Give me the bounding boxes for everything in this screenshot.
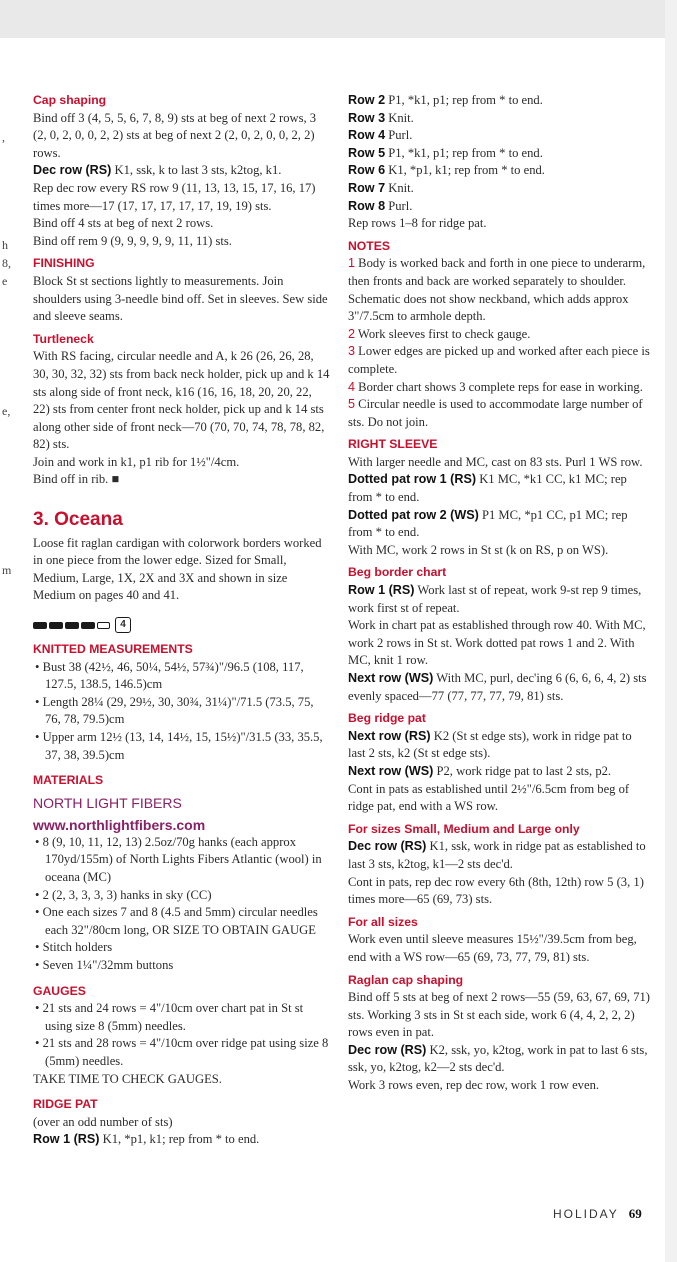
raglan-cap-heading: Raglan cap shaping: [348, 972, 464, 987]
skill-bar-filled: [33, 622, 47, 629]
materials-list: [33, 834, 331, 975]
row-label: Dec row (RS): [348, 839, 427, 854]
ridge-row: [348, 145, 650, 163]
row-label: Row 1 (RS): [33, 1132, 100, 1147]
dec-row-instruction: [348, 1042, 650, 1077]
sizes-heading: For sizes Small, Medium and Large only: [348, 821, 580, 836]
row-text: P1 MC, *p1 CC, p1 MC; rep from * to end.: [348, 507, 628, 540]
finishing-heading: FINISHING: [33, 256, 95, 271]
row-text: K1, *p1, k1; rep from * to end.: [385, 163, 545, 178]
facing-page-fragment: h: [2, 238, 8, 252]
row-label: Row 2: [348, 93, 386, 107]
row-text: K1, ssk, work in ridge pat as established to last 3 sts, k2tog, k1—2 sts dec'd.: [348, 839, 646, 871]
dec-row-instruction: [33, 162, 331, 180]
dec-row-instruction: [348, 838, 650, 873]
turtleneck-heading: Turtleneck: [33, 331, 94, 346]
left-column: [33, 92, 331, 1149]
note-item: [348, 396, 650, 431]
skill-level-number: 4: [115, 617, 131, 633]
row-text: K1, *p1, k1; rep from * to end.: [99, 1132, 260, 1147]
row-text: Purl.: [385, 128, 413, 143]
ridge-row: [348, 162, 650, 180]
sleeve-text: Cont in pats as established until 2½"/6.5cm from beg of ridge pat, end with a WS row.: [348, 781, 630, 814]
dec-row-label: Dec row (RS): [33, 163, 112, 178]
note-item: [348, 379, 650, 397]
skill-bar-filled: [49, 622, 63, 629]
list-item: • Seven 1¼"/32mm buttons: [33, 957, 331, 975]
row-label: Row 8: [348, 198, 386, 213]
row-label: Next row (RS): [348, 728, 431, 743]
row-label: Dotted pat row 1 (RS): [348, 472, 477, 487]
cap-shaping-text: Bind off 3 (4, 5, 5, 6, 7, 8, 9) sts at beg of next 2 rows, 3 (2, 0, 2, 0, 0, 2, 2) sts at beg of next 2 (2, 0, 2, 0, 0, 2, 2) rows.: [33, 110, 317, 160]
sleeve-text: Work even until sleeve measures 15½"/39.5cm from beg, end with a WS row—65 (69, 73, 77, 79, 81) sts.: [348, 932, 637, 964]
right-column: [348, 92, 650, 1095]
note-item: [348, 255, 650, 325]
measurements-list: [33, 659, 331, 765]
dotted-pat-row-2: [348, 507, 650, 542]
row-text: P2, work ridge pat to last 2 sts, p2.: [433, 763, 612, 778]
skill-bar-empty: [97, 622, 110, 629]
facing-page-fragment: e,: [2, 404, 11, 418]
border-chart-heading: Beg border chart: [348, 565, 447, 580]
skill-level-indicator: [33, 617, 331, 633]
cap-shaping-text: Rep dec row every RS row 9 (11, 13, 13, 15, 17, 16, 17) times more—17 (17, 17, 17, 17, 17, 19, 19) sts.: [33, 180, 316, 213]
sleeve-text: With MC, work 2 rows in St st (k on RS, p on WS).: [348, 542, 609, 557]
row-label: Row 3: [348, 110, 386, 125]
sleeve-text: Bind off 5 sts at beg of next 2 rows—55 (59, 63, 67, 69, 71) sts. Working 3 sts in St st each side, work 6 (4, 4, 2, 2, 2) rows even in pat.: [348, 990, 650, 1040]
skill-bar-filled: [81, 622, 95, 629]
magazine-section-label: HOLIDAY: [553, 1207, 619, 1221]
measurements-heading: KNITTED MEASUREMENTS: [33, 642, 193, 657]
page-right-bleed: [665, 0, 677, 1262]
row-label: Row 7: [348, 180, 386, 195]
row-text: K1 MC, *k1 CC, k1 MC; rep from * to end.: [348, 472, 627, 505]
border-row-1: [348, 582, 650, 617]
note-number: 5: [348, 397, 356, 412]
note-text: Lower edges are picked up and worked after each piece is complete.: [348, 344, 650, 376]
note-text: Border chart shows 3 complete reps for ease in working.: [355, 379, 643, 394]
note-item: [348, 326, 650, 344]
turtleneck-text: Join and work in k1, p1 rib for 1½"/4cm.: [33, 454, 240, 469]
skill-bar-filled: [65, 622, 79, 629]
row-label: Row 5: [348, 145, 386, 160]
sleeve-text: Work in chart pat as established through row 40. With MC, work 2 rows in St st. Work dotted pat rows 1 and 2. With MC, knit 1 row.: [348, 618, 646, 668]
ridge-pat-subtitle: (over an odd number of sts): [33, 1114, 173, 1129]
materials-heading: MATERIALS: [33, 773, 104, 788]
ridge-pat-start-heading: Beg ridge pat: [348, 711, 426, 726]
page-footer: [553, 1206, 642, 1222]
ridge-row: [348, 127, 650, 145]
sleeve-text: Work 3 rows even, rep dec row, work 1 row even.: [348, 1078, 600, 1093]
row-label: Dec row (RS): [348, 1042, 427, 1057]
facing-page-fragment: m: [2, 563, 12, 577]
sleeve-text: With larger needle and MC, cast on 83 sts. Purl 1 WS row.: [348, 454, 643, 469]
cap-shaping-text: Bind off rem 9 (9, 9, 9, 9, 9, 11, 11) sts.: [33, 233, 232, 248]
list-item: • 2 (2, 3, 3, 3, 3) hanks in sky (CC): [33, 887, 331, 905]
row-text: Knit.: [385, 180, 414, 195]
cap-shaping-text: Bind off 4 sts at beg of next 2 rows.: [33, 216, 214, 231]
list-item: • 8 (9, 10, 11, 12, 13) 2.5oz/70g hanks (each approx 170yd/155m) of North Lights Fibers Atlantic (wool) in oceana (MC): [33, 834, 331, 887]
note-text: Circular needle is used to accommodate large number of sts. Do not join.: [348, 397, 643, 429]
row-label: Row 6: [348, 163, 386, 178]
gauges-list: [33, 1000, 331, 1070]
row-label: Row 4: [348, 128, 386, 143]
turtleneck-text: Bind off in rib. ■: [33, 472, 120, 487]
facing-page-fragment: ,: [2, 130, 5, 144]
note-number: 3: [348, 344, 356, 359]
facing-page-fragment: 8,: [2, 256, 11, 270]
next-row-rs: [348, 728, 650, 763]
note-number: 4: [348, 379, 356, 394]
row-text: With MC, purl, dec'ing 6 (6, 6, 6, 4, 2) sts evenly spaced—77 (77, 77, 77, 79, 81) sts.: [348, 671, 647, 703]
ridge-row: [348, 92, 650, 110]
cap-shaping-heading: Cap shaping: [33, 93, 107, 107]
note-number: 2: [348, 326, 356, 341]
list-item: • Upper arm 12½ (13, 14, 14½, 15, 15½)"/31.5 (33, 35.5, 37, 38, 39.5)cm: [33, 729, 331, 764]
row-text: Purl.: [385, 198, 413, 213]
row-text: P1, *k1, p1; rep from * to end.: [385, 145, 543, 160]
list-item: • Length 28¼ (29, 29½, 30, 30¾, 31¼)"/71.5 (73.5, 75, 76, 78, 79.5)cm: [33, 694, 331, 729]
note-text: Body is worked back and forth in one piece to underarm, then fronts and back are worked separately to shoulder. Schematic does not show neckband, which adds approx 3"/7.5cm to armhole depth.: [348, 256, 646, 324]
pattern-description: Loose fit raglan cardigan with colorwork borders worked in one piece from the lower edge. Sized for Small, Medium, Large, 1X, 2X and 3X and shown in size Medium on pages 40 and 41.: [33, 535, 322, 603]
facing-page-fragment: e: [2, 274, 8, 288]
finishing-text: Block St st sections lightly to measurements. Join shoulders using 3-needle bind off. Set in sleeves. Sew side and sleeve seams.: [33, 273, 328, 324]
yarn-sponsor-name: NORTH LIGHT FIBERS: [33, 794, 182, 811]
gauges-heading: GAUGES: [33, 983, 86, 998]
row-text: K2, ssk, yo, k2tog, work in pat to last 6 sts, ssk, yo, k2tog, k2—2 sts dec'd.: [348, 1042, 648, 1075]
list-item: • Bust 38 (42½, 46, 50¼, 54½, 57¾)"/96.5 (108, 117, 127.5, 138.5, 146.5)cm: [33, 659, 331, 694]
row-text: P1, *k1, p1; rep from * to end.: [385, 93, 543, 107]
list-item: • Stitch holders: [33, 939, 331, 957]
row-text: Work last st of repeat, work 9-st rep 9 times, work first st of repeat.: [348, 583, 642, 615]
pattern-title: 3. Oceana: [33, 509, 123, 531]
list-item: • 21 sts and 24 rows = 4"/10cm over chart pat in St st using size 8 (5mm) needles.: [33, 1000, 331, 1035]
list-item: • One each sizes 7 and 8 (4.5 and 5mm) circular needles each 32"/80cm long, OR SIZE TO OBTAIN GAUGE: [33, 904, 331, 939]
page-top-bleed: [0, 0, 677, 38]
ridge-pat-heading: RIDGE PAT: [33, 1097, 98, 1112]
notes-heading: NOTES: [348, 238, 390, 253]
list-item: • 21 sts and 28 rows = 4"/10cm over ridge pat using size 8 (5mm) needles.: [33, 1035, 331, 1070]
row-label: Row 1 (RS): [348, 583, 415, 598]
sleeve-text: Cont in pats, rep dec row every 6th (8th, 12th) row 5 (3, 1) times more—65 (69, 73) sts.: [348, 874, 644, 907]
next-row-ws: [348, 763, 650, 781]
right-sleeve-heading: RIGHT SLEEVE: [348, 437, 438, 452]
row-label: Next row (WS): [348, 763, 434, 778]
row-label: Next row (WS): [348, 671, 434, 685]
note-text: Work sleeves first to check gauge.: [355, 326, 531, 341]
next-row-ws: [348, 670, 650, 705]
row-text: Knit.: [385, 110, 414, 125]
ridge-row: [348, 180, 650, 198]
ridge-row: [348, 198, 650, 216]
row-label: Dotted pat row 2 (WS): [348, 507, 479, 522]
ridge-row-1: [33, 1131, 331, 1149]
turtleneck-text: With RS facing, circular needle and A, k 26 (26, 26, 28, 30, 30, 32, 32) sts from back neck holder, pick up and k 14 sts along side of front neck, k16 (16, 16, 18, 20, 20, 22, 22) sts from center front neck holder, pick up and k 14 sts along other side of front neck—70 (70, 70, 74, 78, 78, 82, 82) sts.: [33, 349, 330, 452]
ridge-row: [348, 110, 650, 128]
note-item: [348, 343, 650, 378]
dec-row-text: K1, ssk, k to last 3 sts, k2tog, k1.: [111, 163, 282, 178]
all-sizes-heading: For all sizes: [348, 914, 418, 929]
yarn-sponsor-url[interactable]: www.northlightfibers.com: [33, 816, 206, 833]
page-number: 69: [628, 1206, 642, 1221]
note-number: 1: [348, 256, 356, 271]
gauge-note: TAKE TIME TO CHECK GAUGES.: [33, 1071, 222, 1086]
ridge-repeat-note: Rep rows 1–8 for ridge pat.: [348, 216, 487, 231]
dotted-pat-row-1: [348, 471, 650, 506]
row-text: K2 (St st edge sts), work in ridge pat to last 2 sts, k2 (St st edge sts).: [348, 728, 632, 761]
